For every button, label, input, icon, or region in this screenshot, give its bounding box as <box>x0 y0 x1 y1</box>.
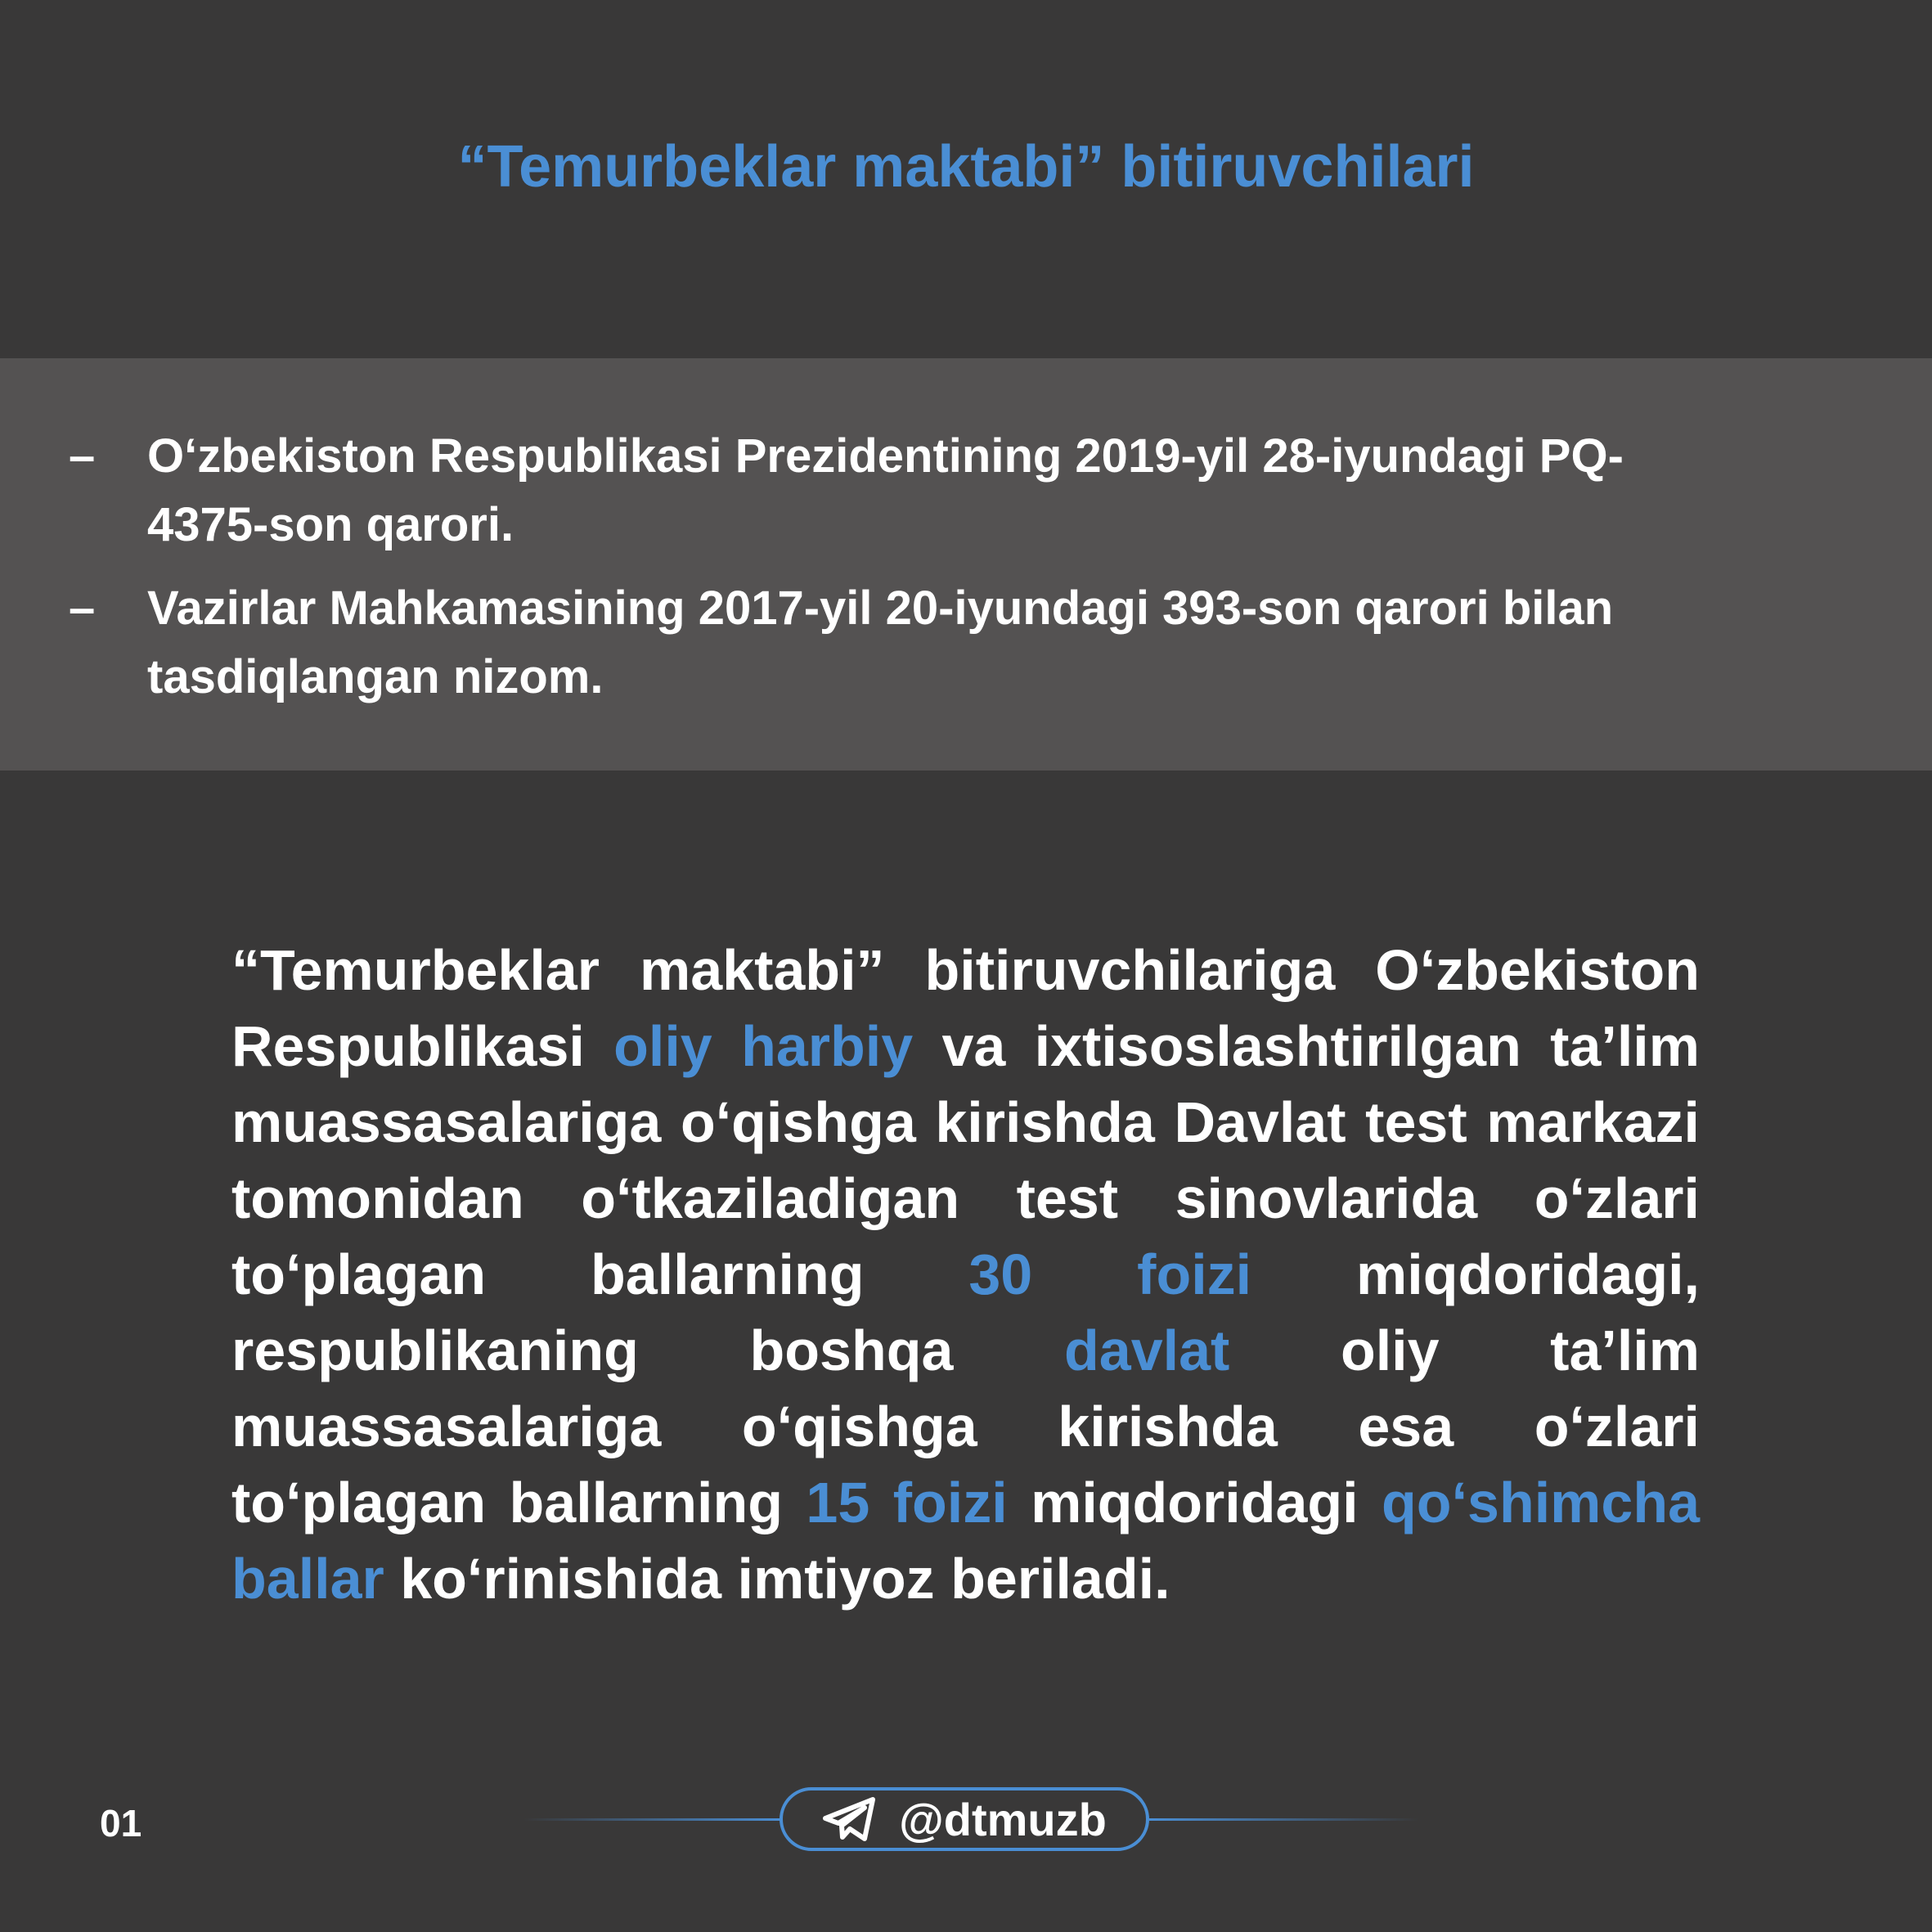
highlight-text: qo‘shimcha ballar <box>231 1471 1701 1611</box>
body-paragraph <box>231 932 1700 1617</box>
list-item <box>0 574 1685 712</box>
body-text: va ixtisoslashtirilgan ta’lim muassasalariga o‘qishga kirishda Davlat test markazi tomonidan o‘tkaziladigan test sinovlarida o‘zlari to‘plagan ballarning <box>231 1014 1700 1306</box>
references-band <box>0 358 1932 771</box>
body-text: “Temurbeklar maktabi” bitiruvchilariga O‘zbekiston Respublikasi <box>231 938 1700 1078</box>
highlight-text: davlat <box>1064 1319 1230 1382</box>
page-number: 01 <box>100 1802 142 1844</box>
body-text: miqdoridagi, respublikaning boshqa <box>231 1242 1701 1382</box>
reference-text: Vazirlar Mahkamasining 2017-yil 20-iyundagi 393-son qarori bilan tasdiqlangan nizom. <box>147 582 1614 703</box>
footer-divider-right <box>1149 1818 1419 1821</box>
reference-text: O‘zbekiston Respublikasi Prezidentining 2019-yil 28-iyundagi PQ-4375-son qarori. <box>147 429 1624 551</box>
page-title: “Temurbeklar maktabi” bitiruvchilari <box>457 134 1475 200</box>
list-dash: – <box>69 429 96 483</box>
list-item <box>0 422 1685 559</box>
telegram-handle-link[interactable] <box>780 1787 1149 1851</box>
telegram-icon <box>822 1796 876 1842</box>
body-text: ko‘rinishida imtiyoz beriladi. <box>384 1547 1170 1611</box>
list-dash: – <box>69 582 96 635</box>
telegram-handle: @dtmuzb <box>899 1793 1107 1845</box>
body-text: miqdoridagi <box>1007 1471 1382 1534</box>
references-list <box>0 422 1932 726</box>
highlight-text: 30 foizi <box>968 1242 1252 1306</box>
highlight-text: oliy harbiy <box>613 1014 914 1078</box>
highlight-text: 15 foizi <box>806 1471 1008 1534</box>
footer-divider-left <box>523 1818 781 1821</box>
body-text: oliy ta’lim muassasalariga o‘qishga kirishda esa o‘zlari to‘plagan ballarning <box>231 1319 1700 1534</box>
